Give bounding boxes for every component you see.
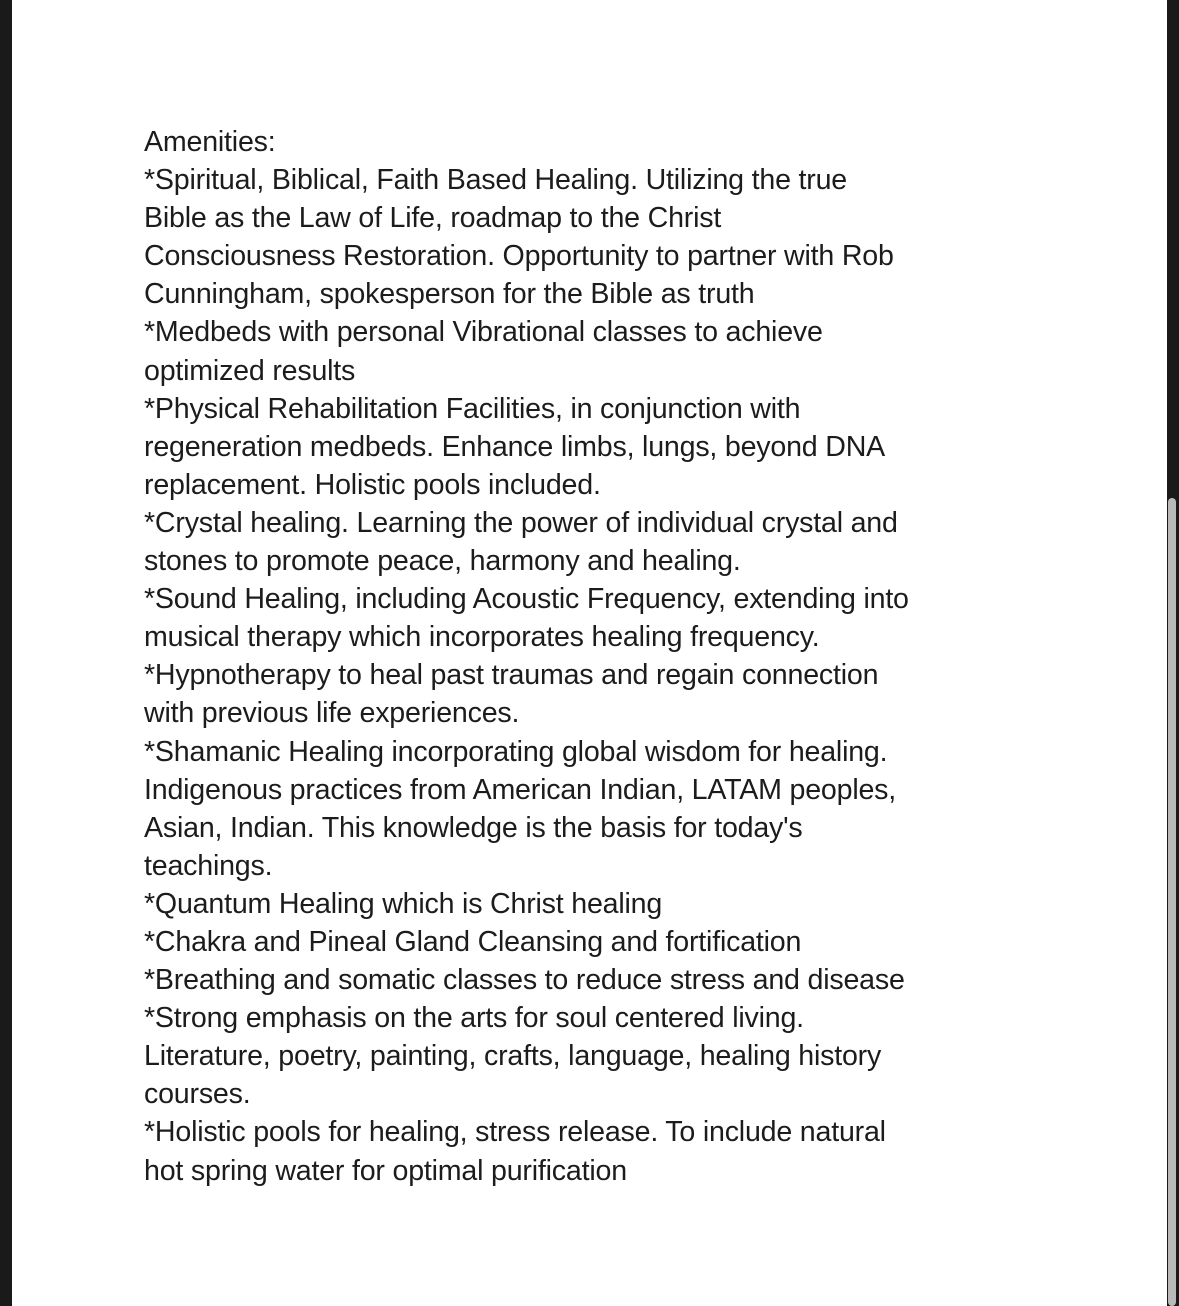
- text-line: Asian, Indian. This knowledge is the basis for today's: [144, 811, 803, 844]
- text-line: *Shamanic Healing incorporating global wisdom for healing.: [144, 735, 888, 768]
- text-line: with previous life experiences.: [144, 697, 520, 730]
- text-line: *Quantum Healing which is Christ healing: [144, 887, 663, 920]
- text-line: *Hypnotherapy to heal past traumas and regain connection: [144, 659, 879, 692]
- text-line: Cunningham, spokesperson for the Bible as truth: [144, 278, 755, 311]
- text-line: *Physical Rehabilitation Facilities, in conjunction with: [144, 392, 801, 425]
- document-page: [12, 0, 1167, 1306]
- amenities-text: [144, 123, 1044, 1190]
- text-line: Consciousness Restoration. Opportunity to partner with Rob: [144, 240, 894, 273]
- text-line: stones to promote peace, harmony and healing.: [144, 545, 741, 578]
- text-line: replacement. Holistic pools included.: [144, 468, 601, 501]
- text-line: optimized results: [144, 354, 356, 387]
- vertical-scrollbar[interactable]: [1163, 0, 1179, 1306]
- text-line: Indigenous practices from American Indian, LATAM peoples,: [144, 773, 897, 806]
- text-line: musical therapy which incorporates healing frequency.: [144, 621, 820, 654]
- text-line: regeneration medbeds. Enhance limbs, lungs, beyond DNA: [144, 430, 886, 463]
- text-line: Amenities:: [144, 126, 276, 158]
- text-line: *Strong emphasis on the arts for soul centered living.: [144, 1002, 804, 1035]
- text-line: *Medbeds with personal Vibrational classes to achieve: [144, 316, 823, 349]
- text-line: *Spiritual, Biblical, Faith Based Healing. Utilizing the true: [144, 164, 847, 197]
- text-line: courses.: [144, 1078, 251, 1111]
- text-line: *Chakra and Pineal Gland Cleansing and fortification: [144, 925, 802, 958]
- text-line: teachings.: [144, 849, 273, 882]
- text-line: *Breathing and somatic classes to reduce stress and disease: [144, 964, 905, 997]
- scrollbar-thumb[interactable]: [1168, 498, 1176, 1306]
- text-line: Bible as the Law of Life, roadmap to the Christ: [144, 202, 722, 235]
- text-line: *Sound Healing, including Acoustic Frequency, extending into: [144, 583, 909, 616]
- text-line: *Holistic pools for healing, stress release. To include natural: [144, 1116, 886, 1149]
- text-line: Literature, poetry, painting, crafts, language, healing history: [144, 1040, 882, 1073]
- text-line: hot spring water for optimal purification: [144, 1154, 627, 1187]
- text-line: *Crystal healing. Learning the power of individual crystal and: [144, 506, 898, 539]
